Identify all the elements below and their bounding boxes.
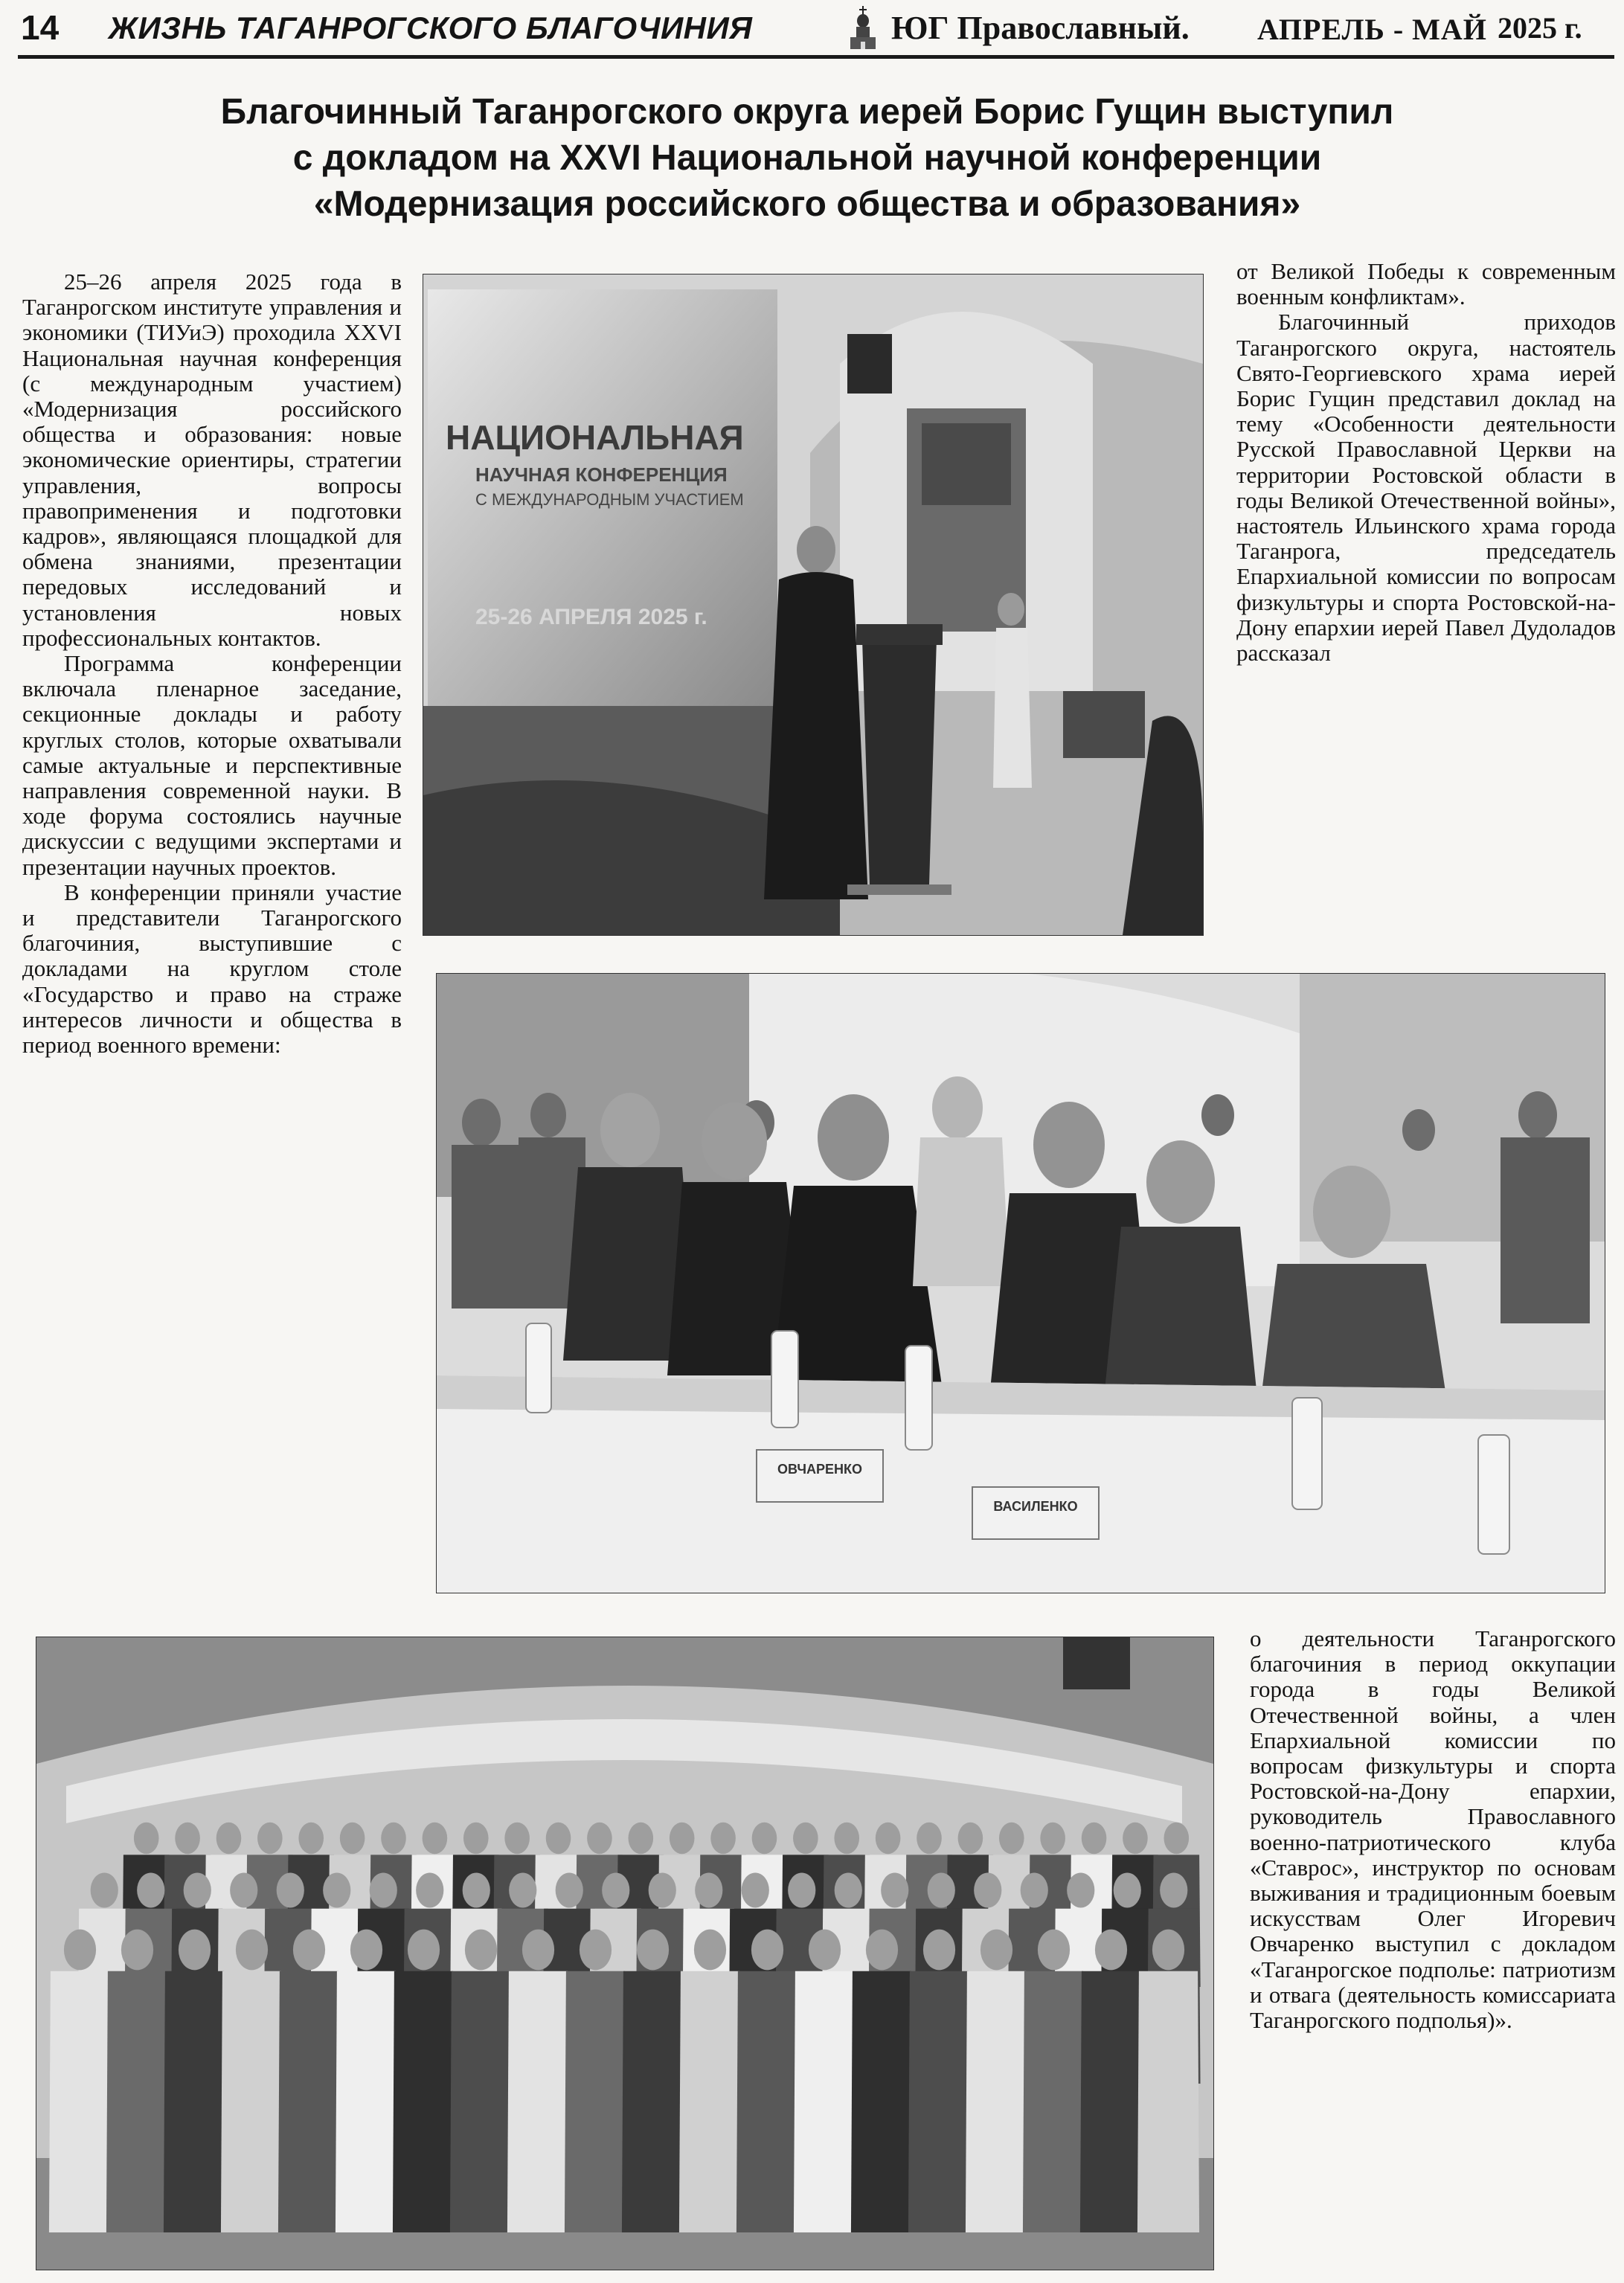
headline [60, 89, 1555, 228]
group-person-head [91, 1872, 118, 1907]
group-person-head [463, 1872, 490, 1907]
group-person-head [866, 1930, 898, 1971]
group-person-head [293, 1930, 325, 1971]
group-person-head [1082, 1823, 1107, 1855]
group-person-body [1023, 1971, 1085, 2232]
group-person-head [629, 1823, 654, 1855]
group-person-head [522, 1930, 554, 1971]
page-header [21, 4, 1624, 62]
group-person-head [834, 1823, 859, 1855]
group-person-head [1160, 1872, 1187, 1907]
group-person-head [277, 1872, 304, 1907]
group-person-head [546, 1823, 571, 1855]
group-person-head [230, 1872, 257, 1907]
screen-date: 25-26 АПРЕЛЯ 2025 г. [475, 605, 707, 629]
group-person-body [164, 1971, 225, 2232]
nameplate-2: ВАСИЛЕНКО [993, 1499, 1078, 1514]
group-person-head [381, 1823, 406, 1855]
group-person-head [974, 1872, 1001, 1907]
group-person-head [121, 1930, 153, 1971]
group-person-head [1164, 1823, 1190, 1855]
group-person-head [923, 1930, 955, 1971]
group-person-head [637, 1930, 669, 1971]
headline-line-2: с докладом на XXVI Национальной научной конференции [292, 138, 1322, 178]
group-person-head [928, 1872, 955, 1907]
group-person-head [1067, 1872, 1094, 1907]
group-person-head [587, 1823, 612, 1855]
group-person-head [788, 1872, 815, 1907]
group-person-head [694, 1930, 726, 1971]
group-person-head [236, 1930, 268, 1971]
screen-subtitle: НАУЧНАЯ КОНФЕРЕНЦИЯ [475, 463, 728, 486]
group-person-head [179, 1930, 211, 1971]
group-person-head [298, 1823, 324, 1855]
headline-line-3: «Модернизация российского общества и образования» [313, 184, 1301, 224]
group-person-body [908, 1971, 970, 2232]
group-person-head [1038, 1930, 1070, 1971]
group-person-head [216, 1823, 242, 1855]
paragraph-intro: 25–26 апреля 2025 года в Таганрогском институте управления и экономики (ТИУиЭ) проходила XXVI Национальная научная конференция (с международным участием) «Модернизация российского общества и образования: новые экономические ориентиры, стратегии управления, вопросы правоприменения и подготовки кадров», являющаяся площадкой для обмена знаниями, презентации передовых исследований и установления новых профессиональных контактов. [22, 269, 402, 651]
headline-line-1: Благочинный Таганрогского округа иерей Борис Гущин выступил [220, 92, 1394, 132]
group-person-head [999, 1823, 1024, 1855]
group-person-head [257, 1823, 283, 1855]
group-person-body [794, 1971, 856, 2232]
group-person-head [793, 1823, 818, 1855]
screen-title: НАЦИОНАЛЬНАЯ [446, 418, 744, 457]
page-number: 14 [21, 8, 60, 47]
paragraph-program: Программа конференции включала пленарное заседание, секционные доклады и работу круглых столов, которые охватывали самые актуальные и перспективные направления современной науки. В ходе форума состоялись научные дискуссии с ведущими экспертами и презентации научных проектов. [22, 650, 402, 880]
group-person-head [184, 1872, 211, 1907]
group-person-head [752, 1823, 777, 1855]
group-person-head [64, 1930, 96, 1971]
group-person-head [1152, 1930, 1184, 1971]
group-person-head [1123, 1823, 1148, 1855]
issue-months: АПРЕЛЬ - МАЙ [1257, 13, 1487, 46]
group-person-body [736, 1971, 798, 2232]
section-title: ЖИЗНЬ ТАГАНРОГСКОГО БЛАГОЧИНИЯ [109, 10, 753, 45]
group-person-head [876, 1823, 901, 1855]
group-person-body [507, 1971, 569, 2232]
paragraph-continued: от Великой Победы к современным военным конфликтам». [1236, 258, 1616, 310]
group-person-head [175, 1823, 200, 1855]
group-person-head [958, 1823, 983, 1855]
group-person-head [416, 1872, 443, 1907]
group-person-head [350, 1930, 382, 1971]
group-person-body [336, 1971, 397, 2232]
paragraph-participants: В конференции приняли участие и представители Таганрогского благочиния, выступившие с докладами на круглом столе «Государство и право на страже интересов личности и общества в период военного времени: [22, 879, 402, 1059]
group-person-head [649, 1872, 676, 1907]
group-person-body [1080, 1971, 1142, 2232]
group-person-head [1040, 1823, 1065, 1855]
group-person-head [981, 1930, 1012, 1971]
group-person-head [370, 1872, 397, 1907]
group-person-head [465, 1930, 497, 1971]
group-person-head [917, 1823, 942, 1855]
group-person-head [695, 1872, 722, 1907]
article-column-right-top [1236, 259, 1616, 666]
group-person-head [881, 1872, 908, 1907]
article-column-left [22, 269, 402, 1058]
issue-year: 2025 г. [1498, 11, 1582, 45]
group-person-head [751, 1930, 783, 1971]
photo-panel-at-table [436, 973, 1605, 1593]
screen-subtitle-2: С МЕЖДУНАРОДНЫМ УЧАСТИЕМ [475, 490, 744, 509]
group-person-head [742, 1872, 769, 1907]
group-person-body [49, 1971, 111, 2232]
paragraph-reports-continued: о деятельности Таганрогского благочиния в период оккупации города в годы Великой Отечественной войны, а член Епархиальной комиссии по вопросам физкультуры и спорта Ростовской-на-Дону епархии, руководитель Православного военно-патриотического клуба «Ставрос», инструктор по основам выживания и традиционным боевым искусствам Олег Игоревич Овчаренко выступил с докладом «Таганрогское подполье: патриотизм и отвага (деятельность комиссариата Таганрогского подполья)». [1250, 1625, 1616, 2034]
group-person-head [1095, 1930, 1127, 1971]
group-person-head [670, 1823, 695, 1855]
group-person-head [1021, 1872, 1048, 1907]
group-person-head [556, 1872, 583, 1907]
paragraph-reports: Благочинный приходов Таганрогского округа, настоятель Свято-Георгиевского храма иерей Борис Гущин представил доклад на тему «Особенности деятельности Русской Православной Церкви на территории Ростовской области в годы Великой Отечественной войны», настоятель Ильинского храма города Таганрога, председатель Епархиальной комиссии по вопросам физкультуры и спорта Ростовской-на-Дону епархии иерей Павел Дудоладов рассказал [1236, 309, 1616, 667]
paper-name: ЮГ Православный. [891, 10, 1190, 46]
group-person-head [710, 1823, 736, 1855]
group-person-head [137, 1872, 164, 1907]
group-person-head [504, 1823, 530, 1855]
group-person-head [835, 1872, 862, 1907]
group-person-head [509, 1872, 536, 1907]
nameplate-1: ОВЧАРЕНКО [777, 1462, 862, 1477]
photo-group-participants [36, 1637, 1214, 2270]
group-person-head [602, 1872, 629, 1907]
group-person-body [851, 1971, 913, 2232]
group-person-head [463, 1823, 489, 1855]
group-person-body [278, 1971, 340, 2232]
church-icon [848, 4, 878, 51]
article-column-right-bottom [1250, 1626, 1616, 2033]
group-person-head [134, 1823, 159, 1855]
group-person-body [450, 1971, 512, 2232]
group-person-head [423, 1823, 448, 1855]
group-person-body [966, 1971, 1027, 2232]
group-person-body [106, 1971, 168, 2232]
group-person-head [809, 1930, 841, 1971]
group-person-head [408, 1930, 440, 1971]
header-rule [18, 55, 1614, 59]
group-person-body [565, 1971, 626, 2232]
group-person-head [1114, 1872, 1141, 1907]
group-person-head [580, 1930, 612, 1971]
group-person-head [323, 1872, 350, 1907]
group-person-body [393, 1971, 455, 2232]
photo-speaker-at-podium [423, 274, 1204, 936]
group-person-body [679, 1971, 741, 2232]
group-person-head [340, 1823, 365, 1855]
group-person-body [221, 1971, 283, 2232]
group-person-body [622, 1971, 684, 2232]
group-person-body [1137, 1971, 1199, 2232]
